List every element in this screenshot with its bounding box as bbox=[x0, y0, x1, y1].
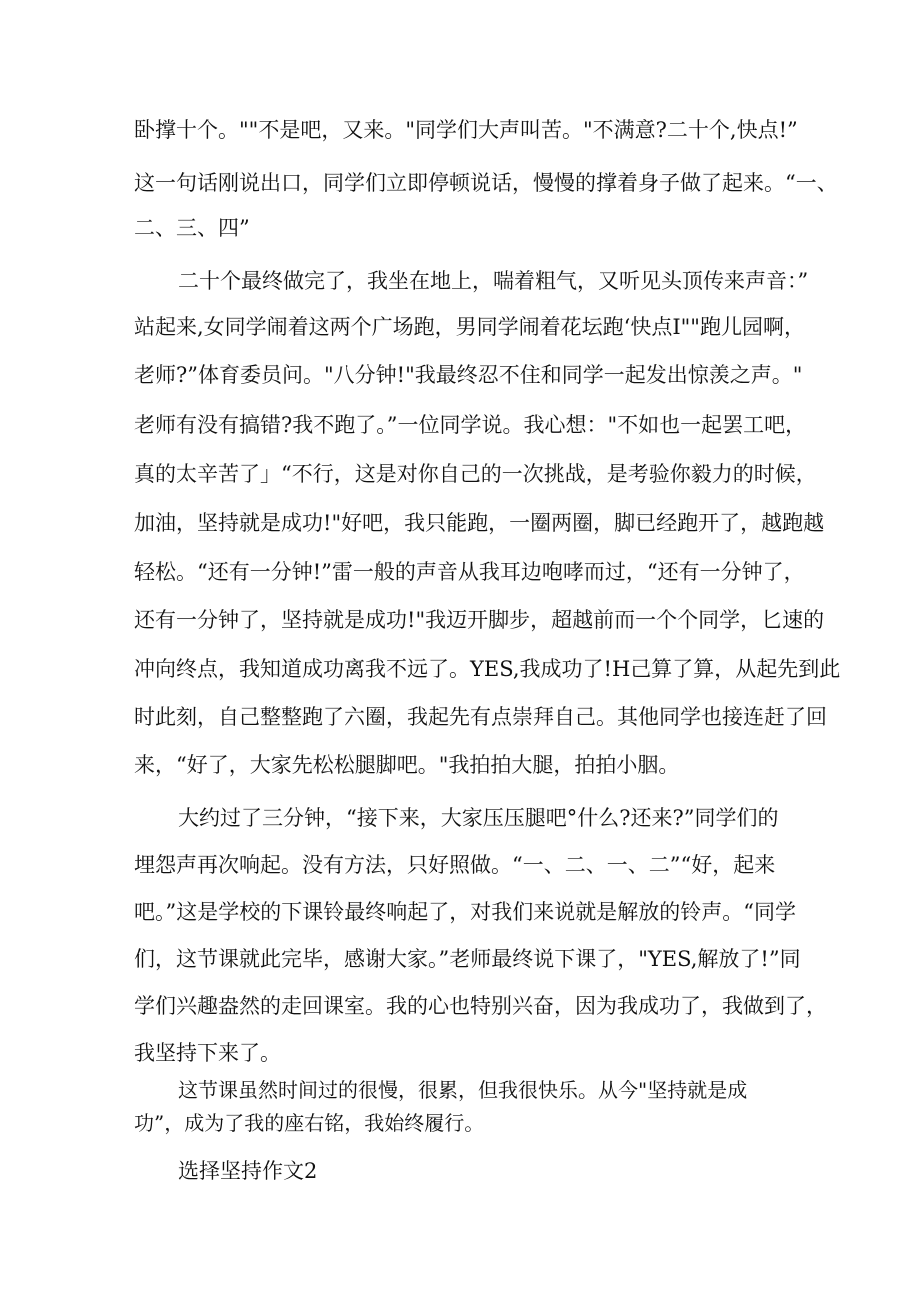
paragraph-line: 老师?”体育委员问。"八分钟!"我最终忍不住和同学一起发出惊羡之声。" bbox=[134, 363, 803, 387]
paragraph-line: 学们兴趣盎然的走回课室。我的心也特别兴奋，因为我成功了，我做到了， bbox=[134, 994, 827, 1018]
paragraph-line: 这节课虽然时间过的很慢，很累，但我很快乐。从今"坚持就是成 bbox=[178, 1078, 748, 1102]
paragraph-line: 埋怨声再次响起。没有方法，只好照做。“一、二、一、二”“好，起来 bbox=[134, 853, 776, 877]
paragraph-line: 轻松。“还有一分钟!”雷一般的声音从我耳边咆哮而过，“还有一分钟了， bbox=[134, 560, 805, 584]
paragraph-line: 们，这节课就此完毕，感谢大家。”老师最终说下课了，"YES,解放了!”同 bbox=[134, 947, 801, 971]
paragraph-line: 站起来,女同学闹着这两个广场跑，男同学闹着花坛跑‘快点I""跑儿园啊， bbox=[134, 315, 805, 339]
paragraph-line: 功”，成为了我的座右铭，我始终履行。 bbox=[134, 1111, 485, 1135]
section-heading: 选择坚持作文2 bbox=[178, 1159, 318, 1183]
paragraph-line: 二、三、四” bbox=[134, 216, 250, 240]
paragraph-line: 冲向终点，我知道成功离我不远了。YES,我成功了!H己算了算，从起先到此 bbox=[134, 657, 841, 681]
paragraph-line: 二十个最终做完了，我坐在地上，喘着粗气，又听见头顶传来声音：” bbox=[178, 269, 809, 293]
paragraph-line: 加油，坚持就是成功!"好吧，我只能跑，一圈两圈，脚已经跑开了，越跑越 bbox=[134, 511, 825, 535]
paragraph-line: 大约过了三分钟，“接下来，大家压压腿吧°什么?还来?”同学们的 bbox=[178, 806, 779, 830]
paragraph-line: 这一句话刚说出口，同学们立即停顿说话，慢慢的撑着身子做了起来。“一、 bbox=[134, 171, 838, 195]
paragraph-line: 我坚持下来了。 bbox=[134, 1041, 281, 1065]
paragraph-line: 时此刻，自己整整跑了六圈，我起先有点崇拜自己。其他同学也接连赶了回 bbox=[134, 705, 827, 729]
paragraph-line: 卧撑十个。""不是吧，又来。"同学们大声叫苦。"不满意?二十个,快点!” bbox=[134, 118, 798, 142]
paragraph-line: 吧。”这是学校的下课铃最终响起了，对我们来说就是解放的铃声。“同学 bbox=[134, 900, 796, 924]
paragraph-line: 老师有没有搞错?我不跑了。”一位同学说。我心想："不如也一起罢工吧， bbox=[134, 413, 807, 437]
paragraph-line: 来，“好了，大家先松松腿脚吧。"我拍拍大腿，拍拍小胭。 bbox=[134, 753, 680, 777]
paragraph-line: 真的太辛苦了」“不行，这是对你自己的一次挑战，是考验你毅力的时候， bbox=[134, 462, 817, 486]
paragraph-line: 还有一分钟了，坚持就是成功!"我迈开脚步，超越前而一个个同学，匕速的 bbox=[134, 608, 825, 632]
